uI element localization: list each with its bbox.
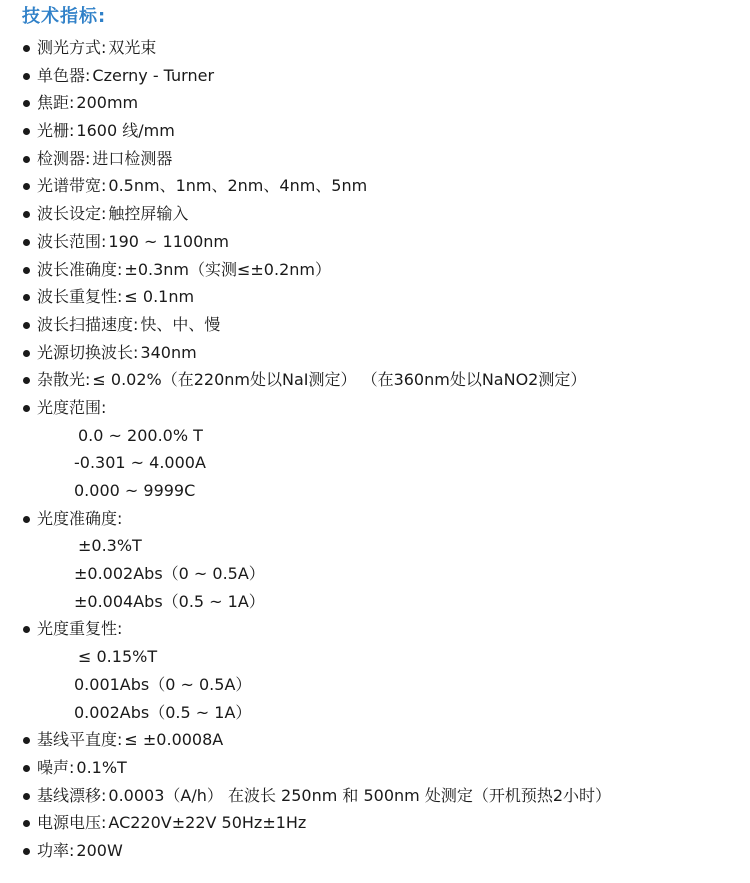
- spec-value: Czerny - Turner: [92, 65, 215, 85]
- spec-subvalue: ≤ 0.15%T: [78, 647, 158, 667]
- bullet-icon: [23, 211, 30, 218]
- spec-list: [22, 34, 750, 865]
- spec-label: 焦距:: [37, 93, 75, 113]
- spec-label: 功率:: [37, 840, 75, 860]
- bullet-icon: [23, 377, 30, 384]
- bullet-icon: [23, 793, 30, 800]
- spec-item: [22, 311, 750, 339]
- spec-item: [22, 809, 750, 837]
- spec-value: ±0.3nm（实测≤±0.2nm）: [124, 259, 331, 279]
- spec-subvalue: 0.0 ~ 200.0% T: [78, 425, 203, 445]
- spec-subvalue: -0.301 ~ 4.000A: [74, 453, 206, 473]
- bullet-icon: [23, 765, 30, 772]
- spec-value: 0.1%T: [76, 757, 127, 777]
- spec-label: 波长重复性:: [37, 287, 123, 307]
- spec-label: 光度范围:: [37, 397, 107, 417]
- spec-label: 波长扫描速度:: [37, 314, 139, 334]
- spec-item: [22, 726, 750, 754]
- spec-item: [22, 117, 750, 145]
- spec-item: [22, 172, 750, 200]
- bullet-icon: [23, 100, 30, 107]
- bullet-icon: [23, 267, 30, 274]
- spec-label: 光度准确度:: [37, 508, 123, 528]
- spec-subvalue: ±0.002Abs（0 ~ 0.5A）: [74, 564, 265, 584]
- spec-value: 双光束: [108, 38, 157, 57]
- bullet-icon: [23, 848, 30, 855]
- spec-label: 测光方式:: [37, 38, 107, 57]
- spec-value: 200mm: [76, 93, 139, 113]
- spec-subvalue: ±0.004Abs（0.5 ~ 1A）: [74, 591, 265, 611]
- spec-item: [22, 283, 750, 311]
- spec-value: ≤ ±0.0008A: [124, 730, 224, 750]
- bullet-icon: [23, 322, 30, 329]
- spec-subvalue: 0.002Abs（0.5 ~ 1A）: [74, 702, 252, 722]
- spec-value: 触控屏输入: [108, 204, 189, 224]
- spec-label: 光度重复性:: [37, 619, 123, 639]
- spec-item: [22, 615, 750, 643]
- spec-value: 190 ~ 1100nm: [108, 231, 229, 251]
- bullet-icon: [23, 156, 30, 163]
- spec-item: [22, 228, 750, 256]
- spec-item: [22, 200, 750, 228]
- spec-value: 200W: [76, 840, 123, 860]
- bullet-icon: [23, 350, 30, 357]
- bullet-icon: [23, 626, 30, 633]
- spec-label: 杂散光:: [37, 370, 91, 390]
- spec-item: [22, 837, 750, 865]
- spec-item: [22, 366, 750, 394]
- bullet-icon: [23, 45, 30, 52]
- section-title: 技术指标:: [22, 6, 107, 27]
- spec-item: [22, 782, 750, 810]
- spec-value: ≤ 0.1nm: [124, 287, 195, 307]
- spec-label: 光源切换波长:: [37, 342, 139, 362]
- spec-item: [22, 505, 750, 533]
- spec-item: [22, 256, 750, 284]
- spec-label: 光谱带宽:: [37, 176, 107, 196]
- bullet-icon: [23, 183, 30, 190]
- spec-item: [22, 754, 750, 782]
- spec-item: [22, 62, 750, 90]
- spec-value: AC220V±22V 50Hz±1Hz: [108, 813, 307, 833]
- bullet-icon: [23, 239, 30, 246]
- spec-label: 波长准确度:: [37, 259, 123, 279]
- bullet-icon: [23, 294, 30, 301]
- spec-item: [22, 145, 750, 173]
- spec-item: [22, 89, 750, 117]
- spec-value: 快、中、慢: [140, 314, 221, 334]
- spec-label: 波长设定:: [37, 204, 107, 224]
- spec-subvalue: ±0.3%T: [78, 536, 142, 556]
- spec-label: 检测器:: [37, 148, 91, 168]
- spec-item: [22, 339, 750, 367]
- spec-subvalue: 0.000 ~ 9999C: [74, 481, 196, 500]
- spec-item: [22, 394, 750, 422]
- spec-label: 光栅:: [37, 121, 75, 141]
- spec-item: [22, 34, 750, 62]
- spec-label: 波长范围:: [37, 231, 107, 251]
- bullet-icon: [23, 820, 30, 827]
- spec-label: 基线平直度:: [37, 730, 123, 750]
- bullet-icon: [23, 128, 30, 135]
- spec-subvalue: 0.001Abs（0 ~ 0.5A）: [74, 674, 252, 694]
- spec-value: 0.5nm、1nm、2nm、4nm、5nm: [108, 176, 368, 196]
- bullet-icon: [23, 73, 30, 80]
- spec-label: 基线漂移:: [37, 785, 107, 805]
- spec-label: 单色器:: [37, 65, 91, 85]
- bullet-icon: [23, 516, 30, 523]
- bullet-icon: [23, 737, 30, 744]
- spec-label: 电源电压:: [37, 813, 107, 833]
- spec-value: ≤ 0.02%（在220nm处以NaI测定） （在360nm处以NaNO2测定）: [92, 370, 587, 390]
- spec-value: 0.0003（A/h） 在波长 250nm 和 500nm 处测定（开机预热2小时）: [108, 785, 612, 805]
- spec-value: 1600 线/mm: [76, 121, 175, 141]
- spec-value: 进口检测器: [92, 148, 173, 168]
- spec-value: 340nm: [140, 342, 197, 362]
- spec-label: 噪声:: [37, 757, 75, 777]
- bullet-icon: [23, 405, 30, 412]
